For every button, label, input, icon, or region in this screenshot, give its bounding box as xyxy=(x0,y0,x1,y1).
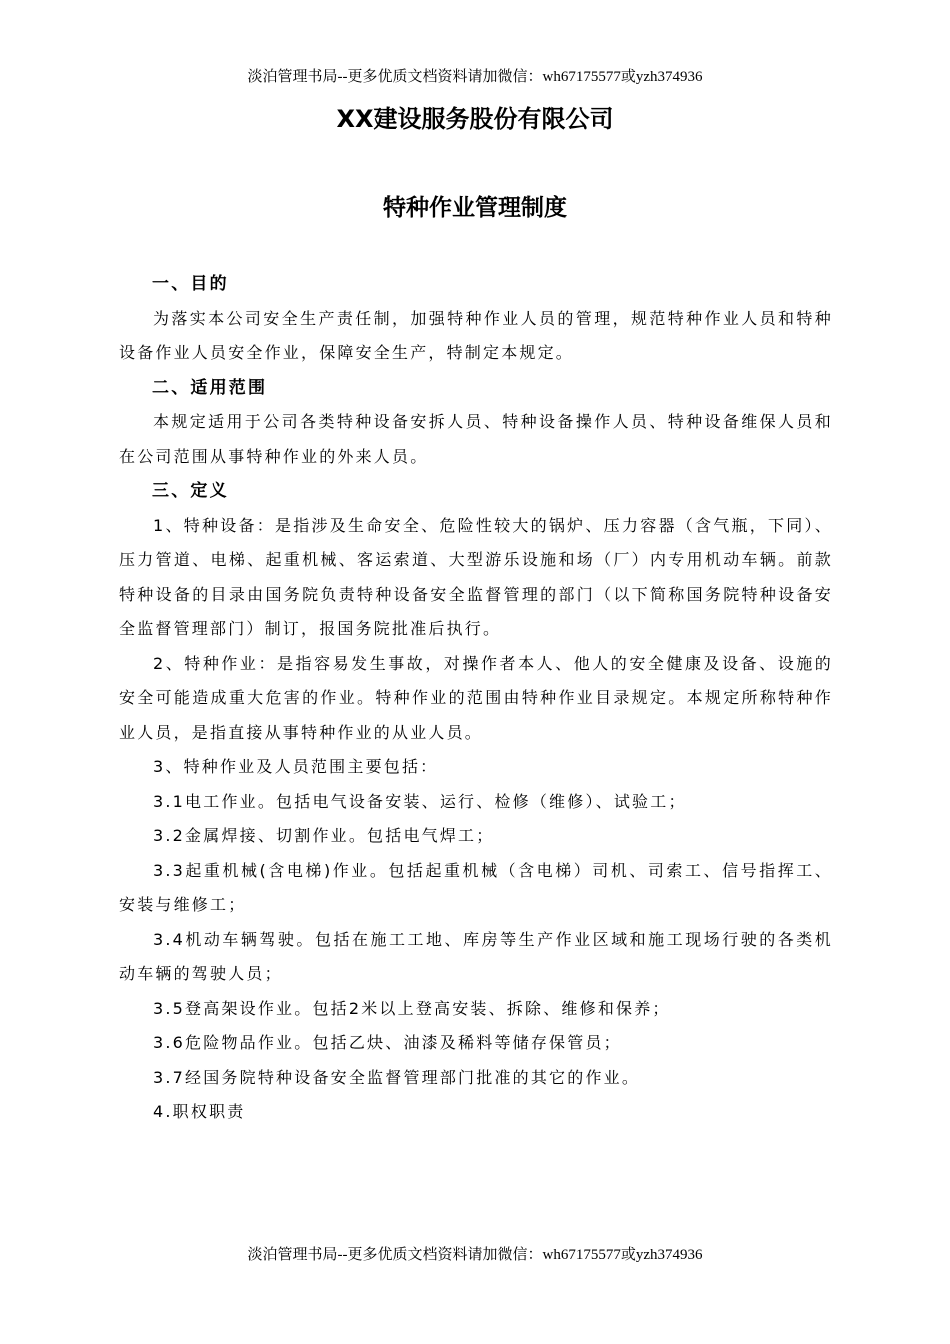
section-heading-scope: 二、适用范围 xyxy=(152,377,268,398)
definition-scope-intro: 3、特种作业及人员范围主要包括： xyxy=(153,757,439,776)
list-item: 3.2金属焊接、切割作业。包括电气焊工； xyxy=(153,826,495,845)
definition-special-operation: 2、特种作业：是指容易发生事故，对操作者本人、他人的安全健康及设备、设施的安全可能造成重大危害的作业。特种作业的范围由特种作业目录规定。本规定所称特种作业人员，是指直接从事特种作业的从业人员。 xyxy=(119,653,833,742)
company-name: XX建设服务股份有限公司 xyxy=(336,105,614,133)
page-header: 淡泊管理书局--更多优质文档资料请加微信：wh67175577或yzh374936 xyxy=(247,69,703,85)
list-item: 3.1电工作业。包括电气设备安装、运行、检修（维修）、试验工； xyxy=(153,791,687,811)
list-item: 3.6危险物品作业。包括乙炔、油漆及稀料等储存保管员； xyxy=(153,1033,622,1052)
list-item: 3.4机动车辆驾驶。包括在施工工地、库房等生产作业区域和施工现场行驶的各类机动车辆的驾驶人员； xyxy=(119,929,833,983)
list-item: 3.3起重机械(含电梯)作业。包括起重机械（含电梯）司机、司索工、信号指挥工、安装与维修工； xyxy=(119,860,833,914)
definition-special-equipment: 1、特种设备：是指涉及生命安全、危险性较大的锅炉、压力容器（含气瓶，下同）、压力管道、电梯、起重机械、客运索道、大型游乐设施和场（厂）内专用机动车辆。前款特种设备的目录由国务院负责特种设备安全监督管理的部门（以下简称国务院特种设备安全监督管理部门）制订，报国务院批准后执行。 xyxy=(119,515,833,638)
page-footer: 淡泊管理书局--更多优质文档资料请加微信：wh67175577或yzh374936 xyxy=(247,1247,703,1263)
subsection-duties: 4.职权职责 xyxy=(153,1102,246,1121)
document-title: 特种作业管理制度 xyxy=(383,195,567,221)
document-body xyxy=(119,267,833,1130)
list-item: 3.7经国务院特种设备安全监督管理部门批准的其它的作业。 xyxy=(153,1067,641,1087)
section-heading-definitions: 三、定义 xyxy=(152,481,229,501)
purpose-paragraph: 为落实本公司安全生产责任制，加强特种作业人员的管理，规范特种作业人员和特种设备作业人员安全作业，保障安全生产，特制定本规定。 xyxy=(119,308,833,362)
list-item: 3.5登高架设作业。包括2米以上登高安装、拆除、维修和保养； xyxy=(153,998,671,1018)
scope-paragraph: 本规定适用于公司各类特种设备安拆人员、特种设备操作人员、特种设备维保人员和在公司范围从事特种作业的外来人员。 xyxy=(119,412,833,466)
section-heading-purpose: 一、目的 xyxy=(152,274,229,294)
